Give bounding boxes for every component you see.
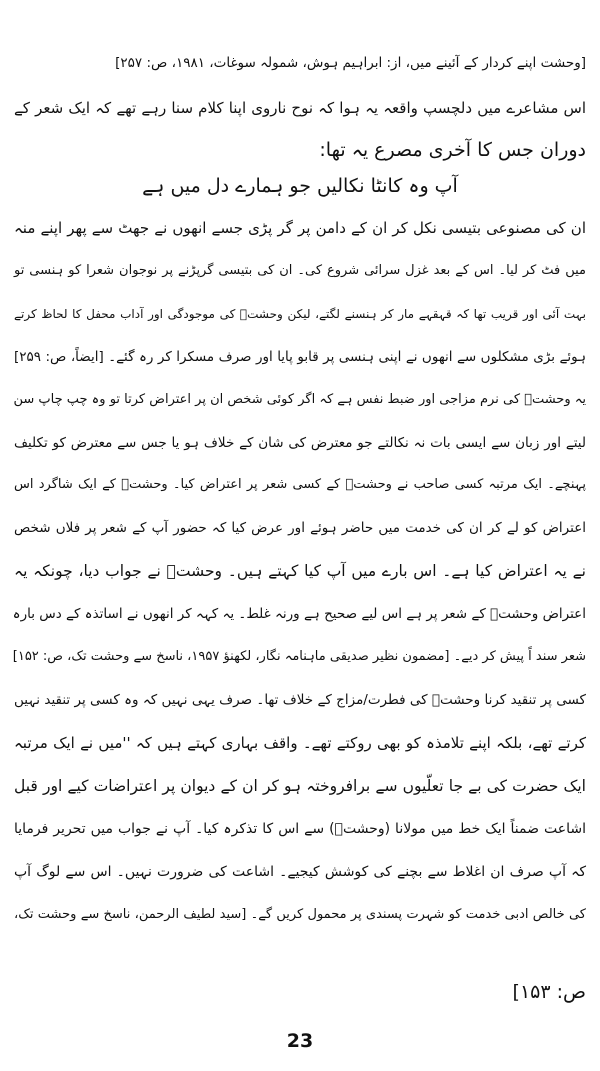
text-line-08: ہوئے بڑی مشکلوں سے انھوں نے اپنی ہنسی پر قابو پایا اور صرف مسکرا کر رہ گئے۔ [ایضاً، ص: ۲۵۹] <box>14 349 586 365</box>
text-line-19: اشاعت ضمناً ایک خط میں مولانا (وحشتؔ) سے اس کا تذکرہ کیا۔ آپ نے جواب میں تحریر فرمایا <box>14 821 586 837</box>
page-number: 23 <box>286 1030 314 1052</box>
text-line-04: آپ وہ کانٹا نکالیں جو ہمارے دل میں ہے <box>142 175 458 197</box>
text-line-05: ان کی مصنوعی بتیسی نکل کر ان کے دامن پر گر پڑی جسے انھوں نے جھٹ سے پھر اپنے منہ <box>14 219 586 237</box>
text-line-14: اعتراض وحشتؔ کے شعر پر ہے اس لیے صحیح ہے ورنہ غلط۔ یہ کہہ کر انھوں نے اساتذہ کے دس بارہ <box>12 606 586 622</box>
text-line-15: شعر سند اً پیش کر دیے۔ [مضمون نظیر صدیقی ماہنامہ نگار، لکھنؤ ۱۹۵۷، ناسخ سے وحشت تک، ص: ۱۵۲] <box>12 649 586 664</box>
text-line-10: لیتے اور زبان سے ایسی بات نہ نکالتے جو معترض کی شان کے خلاف ہو یا جس سے معترض کو تکلیف <box>14 435 586 451</box>
text-line-12: اعتراض کو لے کر ان کی خدمت میں حاضر ہوئے اور عرض کیا کہ حضور آپ کے شعر پر فلاں شخص <box>14 520 586 536</box>
text-line-02: اس مشاعرے میں دلچسپ واقعہ یہ ہوا کہ نوح ناروی اپنا کلام سنا رہے تھے کہ ایک شعر کے <box>14 99 586 117</box>
text-line-17: کرتے تھے، بلکہ اپنے تلامذہ کو بھی روکتے تھے۔ واقف بہاری کہتے ہیں کہ ''میں نے ایک مرتبہ <box>14 734 586 752</box>
text-line-09: یہ وحشتؔ کی نرم مزاجی اور ضبط نفس ہے کہ اگر کوئی شخص ان پر اعتراض کرتا تو وہ چپ چاپ سن <box>13 392 586 407</box>
text-line-11: پہنچے۔ ایک مرتبہ کسی صاحب نے وحشتؔ کے کسی شعر پر اعتراض کیا۔ وحشتؔ کے ایک شاگرد اس <box>14 477 586 492</box>
text-line-01: [وحشت اپنے کردار کے آئینے میں، از: ابراہیم ہوش، شمولہ سوغات، ۱۹۸۱، ص: ۲۵۷] <box>115 55 586 71</box>
text-line-16: کسی پر تنقید کرنا وحشتؔ کی فطرت/مزاج کے خلاف تھا۔ صرف یہی نہیں کہ وہ کسی پر تنقید نہیں <box>14 692 586 708</box>
text-line-07: بہت آئی اور قریب تھا کہ قہقہے مار کر ہنسنے لگتے، لیکن وحشتؔ کی موجودگی اور آداب محفل کا لحاظ کرتے <box>14 307 586 321</box>
text-line-06: میں فٹ کر لیا۔ اس کے بعد غزل سرائی شروع کی۔ ان کی بتیسی گرپڑنے پر نوجوان شعرا کو ہنسی تو <box>14 263 586 278</box>
text-line-18: ایک حضرت کی بے جا تعلّیوں سے برافروختہ ہو کر ان کے دیوان پر اعتراضات کیے اور قبل <box>14 777 586 795</box>
text-line-21: کی خالص ادبی خدمت کو شہرت پسندی پر محمول کریں گے۔ [سید لطیف الرحمن، ناسخ سے وحشت تک، <box>14 907 586 922</box>
text-line-13: نے یہ اعتراض کیا ہے۔ اس بارے میں آپ کیا کہتے ہیں۔ وحشتؔ نے جواب دیا، چونکہ یہ <box>14 562 586 580</box>
text-line-03: دوران جس کا آخری مصرع یہ تھا: <box>319 139 586 161</box>
text-line-20: کہ آپ صرف ان اغلاط سے بچنے کی کوشش کیجیے۔ اشاعت کی ضرورت نہیں۔ اس سے لوگ آپ <box>14 864 586 880</box>
text-line-22: ص: ۱۵۳] <box>512 981 586 1003</box>
